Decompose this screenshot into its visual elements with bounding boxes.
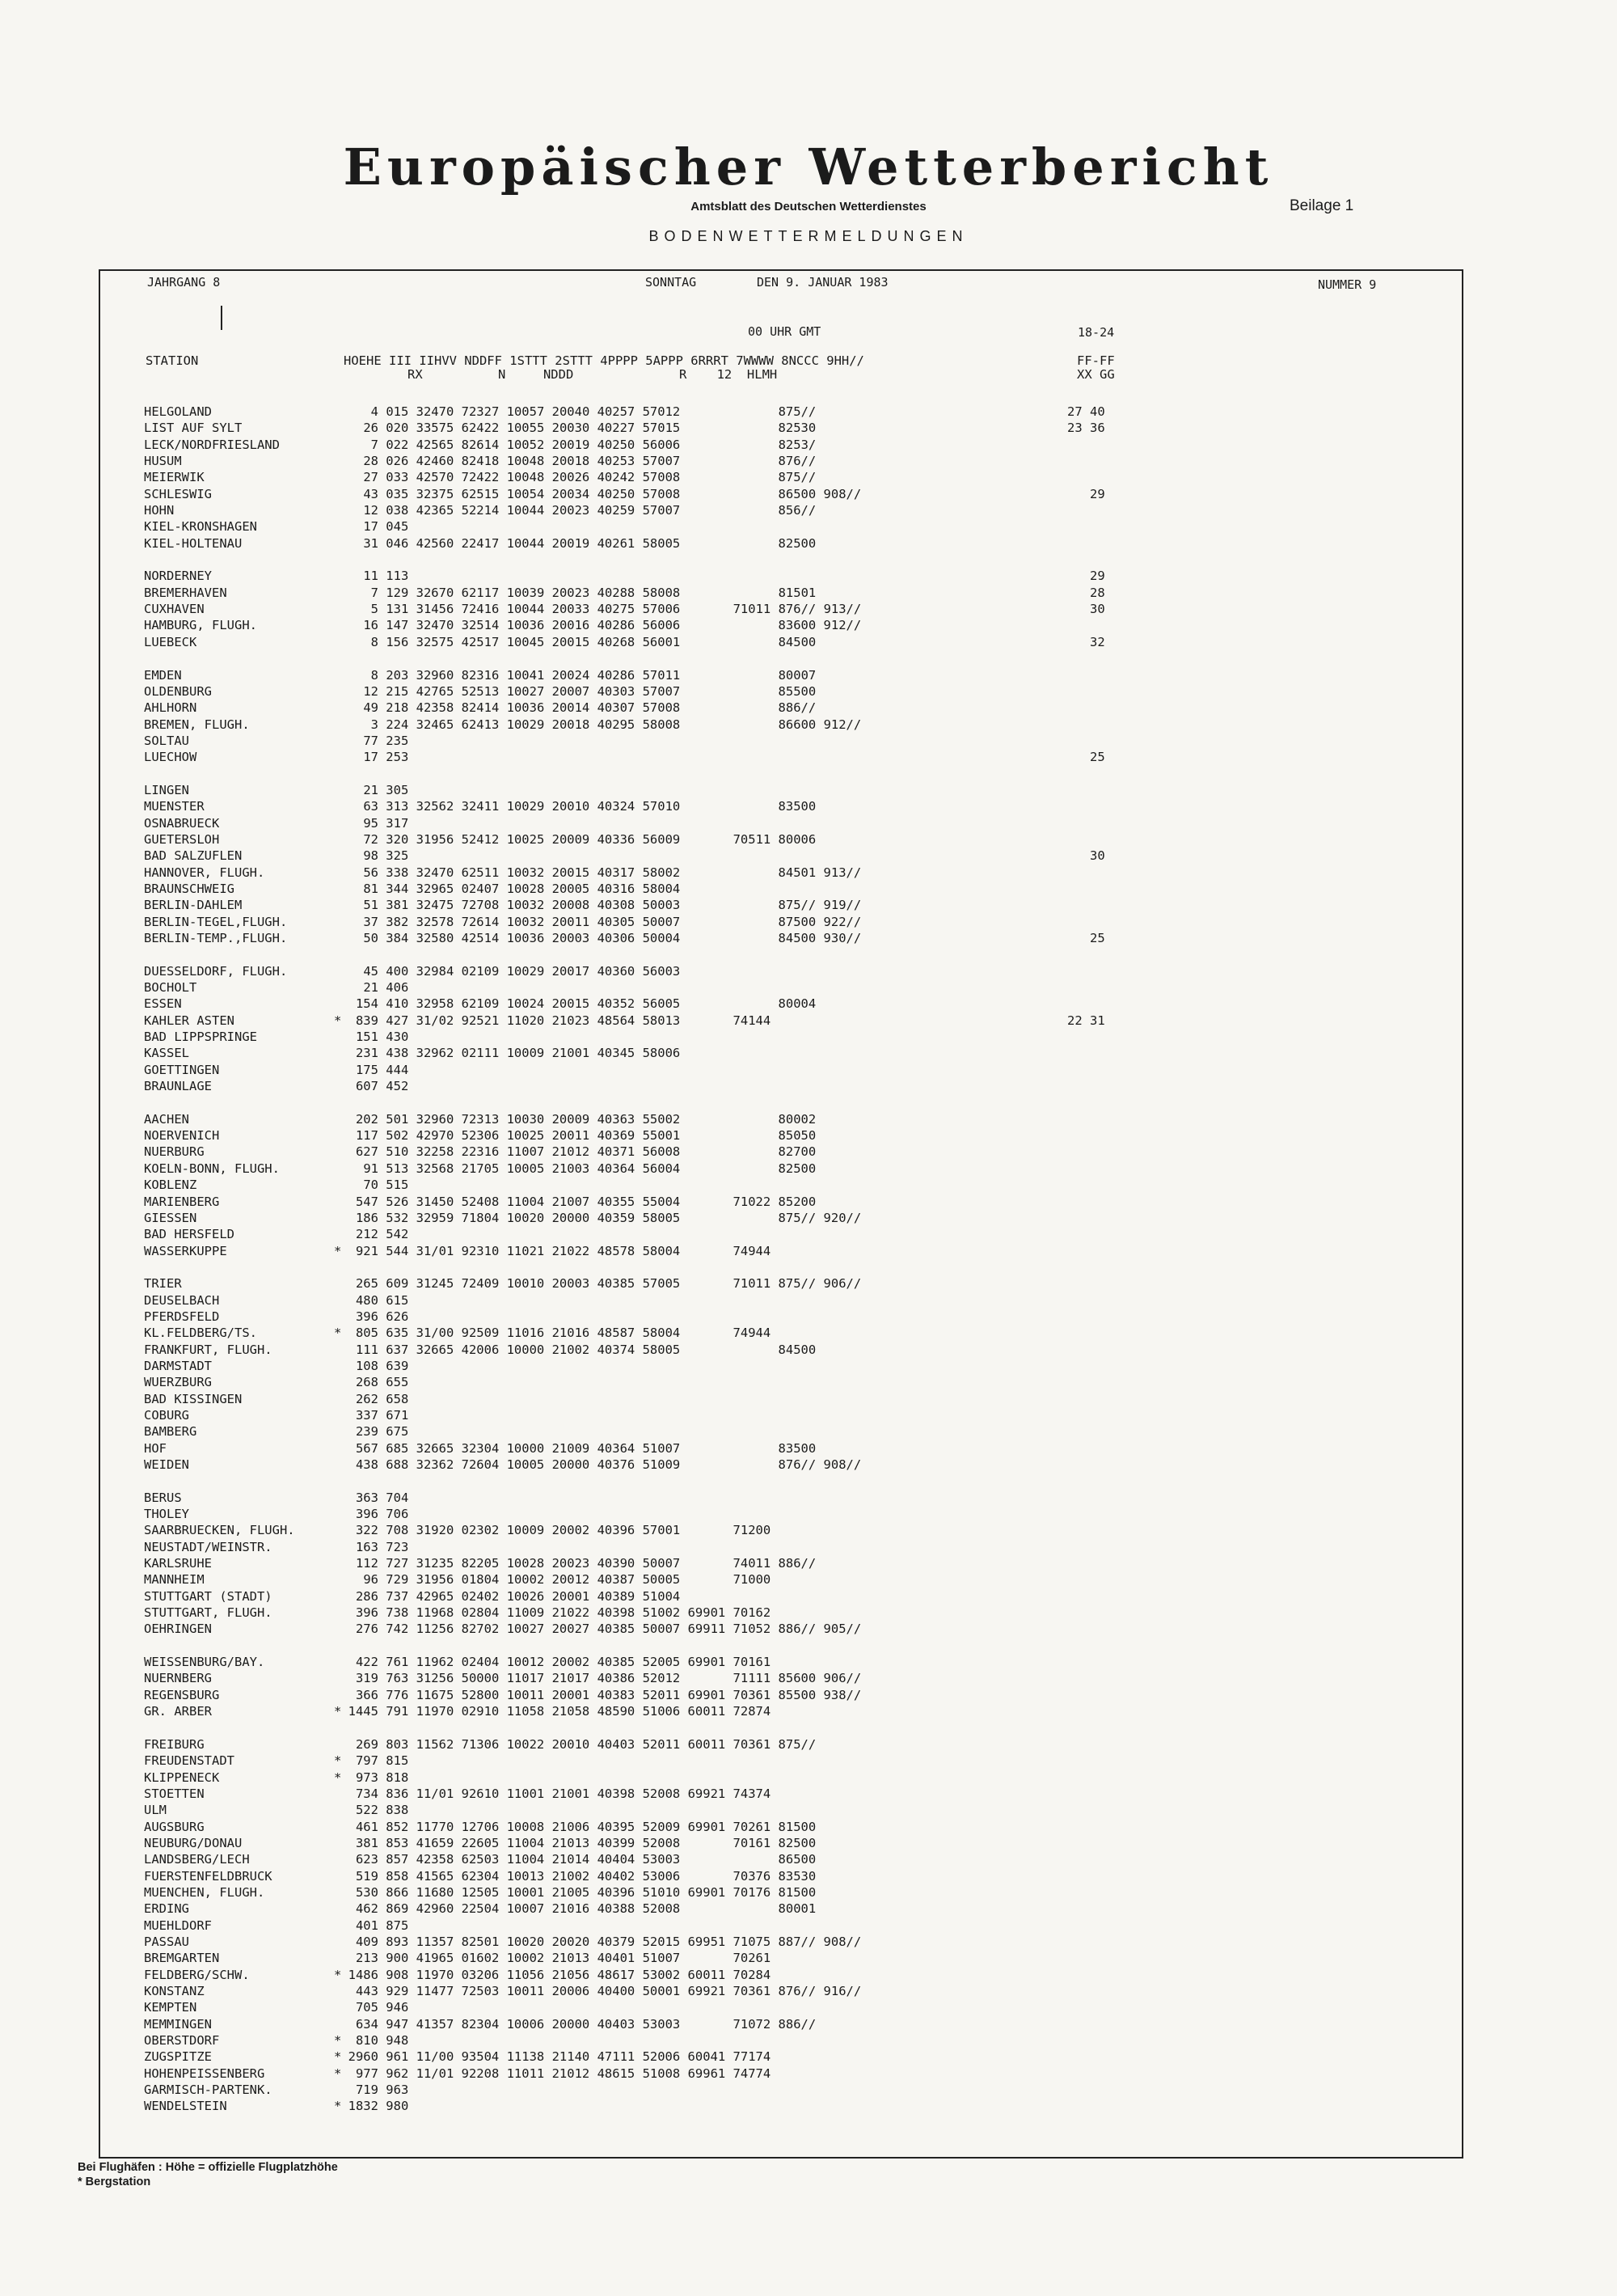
station-name: LUECHOW	[144, 750, 197, 765]
station-name: BAD KISSINGEN	[144, 1391, 243, 1406]
station-values: 2960 961 11/00 93504 11138 21140 47111 52006 60041 77174	[348, 2049, 771, 2065]
station-values: 1445 791 11970 02910 11058 21058 48590 51006 60011 72874	[348, 1704, 771, 1719]
station-name: MEIERWIK	[144, 470, 205, 485]
station-values: 973 818	[355, 1770, 409, 1785]
station-values: 91 513 32568 21705 10005 21003 40364 56004 82500	[363, 1161, 817, 1176]
station-name: NEUBURG/DONAU	[144, 1835, 243, 1850]
station-values: 734 836 11/01 92610 11001 21001 40398 52008 69921 74374	[355, 1786, 771, 1801]
station-values: 262 658	[355, 1391, 409, 1406]
station-name: ERDING	[144, 1901, 189, 1917]
station-values: 3 224 32465 62413 10029 20018 40295 58008 86600 912//	[370, 717, 862, 732]
station-values: 5 131 31456 72416 10044 20033 40275 57006 71011 876// 913//	[370, 602, 862, 617]
station-name: ZUGSPITZE	[144, 2049, 212, 2065]
mountain-marker: *	[334, 1770, 342, 1785]
station-values: 805 635 31/00 92509 11016 21016 48587 58004 74944	[355, 1326, 771, 1341]
station-values: 108 639	[355, 1358, 409, 1373]
publisher-subtitle: Amtsblatt des Deutschen Wetterdienstes	[690, 200, 927, 214]
station-name: LUEBECK	[144, 634, 197, 649]
station-name: NUERNBERG	[144, 1671, 212, 1686]
station-values: 1486 908 11970 03206 11056 21056 48617 53002 60011 70284	[348, 1967, 771, 1982]
station-values: 276 742 11256 82702 10027 20027 40385 50007 69911 71052 886// 905//	[355, 1622, 862, 1637]
station-values: 1832 980	[348, 2099, 409, 2114]
station-name: THOLEY	[144, 1507, 189, 1522]
station-values: 396 738 11968 02804 11009 21022 40398 51002 69901 70162	[355, 1605, 771, 1621]
station-values: 4 015 32470 72327 10057 20040 40257 57012 875//	[370, 404, 817, 419]
station-name: FRANKFURT, FLUGH.	[144, 1342, 272, 1357]
mountain-marker: *	[334, 2033, 342, 2049]
mountain-marker: *	[334, 1013, 342, 1028]
station-name: TRIER	[144, 1276, 182, 1292]
section-heading: BODENWETTERMELDUNGEN	[648, 228, 969, 244]
station-name: NUERBURG	[144, 1144, 205, 1160]
station-values: 401 875	[355, 1918, 409, 1933]
wind-values: 23 36	[1067, 421, 1105, 436]
station-name: COBURG	[144, 1407, 189, 1423]
station-values: 63 313 32562 32411 10029 20010 40324 57010 83500	[363, 799, 817, 814]
station-values: 163 723	[355, 1539, 409, 1554]
station-values: 409 893 11357 82501 10020 20020 40379 52015 69951 71075 887// 908//	[355, 1934, 862, 1949]
station-name: KEMPTEN	[144, 2000, 197, 2015]
station-name: HOHENPEISSENBERG	[144, 2066, 265, 2081]
station-values: 8 203 32960 82316 10041 20024 40286 57011 80007	[370, 667, 817, 683]
code-column-header: HOEHE III IIHVV NDDFF 1STTT 2STTT 4PPPP 5APPP 6RRRT 7WWWW 8NCCC 9HH//	[344, 353, 864, 368]
station-values: 186 532 32959 71804 10020 20000 40359 58005 875// 920//	[355, 1210, 862, 1225]
station-values: 443 929 11477 72503 10011 20006 40400 50001 69921 70361 876// 916//	[355, 1984, 862, 1998]
station-values: 175 444	[355, 1062, 409, 1077]
station-values: 212 542	[355, 1227, 409, 1242]
station-values: 154 410 32958 62109 10024 20015 40352 56005 80004	[355, 996, 817, 1012]
station-values: 51 381 32475 72708 10032 20008 40308 50003 875// 919//	[363, 898, 862, 913]
station-values: 81 344 32965 02407 10028 20005 40316 58004	[363, 881, 681, 896]
station-values: 396 626	[355, 1309, 409, 1324]
station-name: BAD LIPPSPRINGE	[144, 1030, 257, 1045]
station-name: LIST AUF SYLT	[144, 421, 243, 436]
station-values: 396 706	[355, 1507, 409, 1522]
station-values: 480 615	[355, 1292, 409, 1308]
station-name: BRAUNLAGE	[144, 1079, 212, 1094]
station-name: MUEHLDORF	[144, 1918, 212, 1933]
wind-values: 22 31	[1067, 1013, 1105, 1028]
station-name: OBERSTDORF	[144, 2033, 220, 2049]
station-name: SOLTAU	[144, 733, 189, 748]
station-values: 268 655	[355, 1375, 409, 1390]
station-values: 265 609 31245 72409 10010 20003 40385 57005 71011 875// 906//	[355, 1276, 862, 1292]
station-name: AUGSBURG	[144, 1819, 205, 1834]
station-values: 319 763 31256 50000 11017 21017 40386 52012 71111 85600 906//	[355, 1671, 862, 1686]
station-name: ULM	[144, 1803, 167, 1818]
wind-values: 25	[1067, 750, 1105, 765]
station-name: KOBLENZ	[144, 1178, 197, 1193]
station-values: 11 113	[363, 569, 409, 584]
station-values: 21 406	[363, 980, 409, 996]
station-name: NEUSTADT/WEINSTR.	[144, 1539, 272, 1554]
station-values: 112 727 31235 82205 10028 20023 40390 50007 74011 886//	[355, 1556, 817, 1571]
station-values: 27 033 42570 72422 10048 20026 40242 57008 875//	[363, 470, 817, 485]
station-values: 519 858 41565 62304 10013 21002 40402 53006 70376 83530	[355, 1868, 817, 1884]
station-name: KASSEL	[144, 1046, 189, 1061]
station-name: SCHLESWIG	[144, 486, 212, 501]
footnote-mountain: * Bergstation	[78, 2175, 151, 2188]
mountain-marker: *	[334, 1753, 342, 1769]
station-values: 111 637 32665 42006 10000 21002 40374 58005 84500	[355, 1342, 817, 1357]
station-name: HELGOLAND	[144, 404, 212, 419]
station-values: 202 501 32960 72313 10030 20009 40363 55002 80002	[355, 1111, 817, 1127]
station-values: 705 946	[355, 2000, 409, 2015]
station-values: 522 838	[355, 1803, 409, 1818]
date-label: DEN 9. JANUAR 1983	[757, 275, 889, 290]
station-values: 530 866 11680 12505 10001 21005 40396 51010 69901 70176 81500	[355, 1884, 817, 1900]
mountain-marker: *	[334, 2049, 342, 2065]
station-values: 797 815	[355, 1753, 409, 1769]
station-name: EMDEN	[144, 667, 182, 683]
station-name: HUSUM	[144, 454, 182, 469]
station-name: BERLIN-TEMP.,FLUGH.	[144, 931, 288, 945]
station-name: BRAUNSCHWEIG	[144, 881, 234, 896]
station-name: KARLSRUHE	[144, 1556, 212, 1571]
station-name: KONSTANZ	[144, 1984, 205, 1998]
station-values: 28 026 42460 82418 10048 20018 40253 57007 876//	[363, 454, 817, 469]
station-values: 12 215 42765 52513 10027 20007 40303 57007 85500	[363, 683, 817, 699]
station-name: BREMGARTEN	[144, 1951, 220, 1966]
station-name: OEHRINGEN	[144, 1622, 212, 1637]
wind-column-header: FF-FF	[1077, 353, 1115, 368]
station-values: 31 046 42560 22417 10044 20019 40261 58005 82500	[363, 535, 817, 551]
station-name: SAARBRUECKEN, FLUGH.	[144, 1523, 295, 1538]
station-name: AHLHORN	[144, 700, 197, 716]
station-name: GIESSEN	[144, 1210, 197, 1225]
station-name: NORDERNEY	[144, 569, 212, 584]
station-values: 422 761 11962 02404 10012 20002 40385 52005 69901 70161	[355, 1655, 771, 1670]
station-values: 49 218 42358 82414 10036 20014 40307 57008 886//	[363, 700, 817, 716]
code-column-subheader: RX N NDDD R 12 HLMH	[407, 367, 778, 382]
station-name: DUESSELDORF, FLUGH.	[144, 963, 288, 979]
station-values: 50 384 32580 42514 10036 20003 40306 50004 84500 930//	[363, 931, 862, 945]
station-values: 239 675	[355, 1424, 409, 1440]
supplement-label: Beilage 1	[1290, 197, 1354, 214]
margin-mark	[221, 306, 222, 330]
wind-column-subheader: XX GG	[1077, 367, 1115, 382]
station-values: 45 400 32984 02109 10029 20017 40360 56003	[363, 963, 681, 979]
wind-values: 28	[1067, 585, 1105, 600]
station-values: 151 430	[355, 1030, 409, 1045]
station-values: 547 526 31450 52408 11004 21007 40355 55004 71022 85200	[355, 1194, 817, 1209]
station-values: 70 515	[363, 1178, 409, 1193]
station-name: WASSERKUPPE	[144, 1243, 227, 1258]
station-values: 977 962 11/01 92208 11011 21012 48615 51008 69961 74774	[355, 2066, 771, 2081]
mountain-marker: *	[334, 1326, 342, 1341]
station-values: 461 852 11770 12706 10008 21006 40395 52009 69901 70261 81500	[355, 1819, 817, 1834]
station-values: 117 502 42970 52306 10025 20011 40369 55001 85050	[355, 1128, 817, 1144]
station-name: WEIDEN	[144, 1457, 189, 1472]
station-values: 231 438 32962 02111 10009 21001 40345 58006	[355, 1046, 681, 1061]
mountain-marker: *	[334, 1243, 342, 1258]
station-values: 72 320 31956 52412 10025 20009 40336 56009 70511 80006	[363, 831, 817, 847]
station-values: 366 776 11675 52800 10011 20001 40383 52011 69901 70361 85500 938//	[355, 1687, 862, 1702]
station-values: 381 853 41659 22605 11004 21013 40399 52008 70161 82500	[355, 1835, 817, 1850]
issue-number: NUMMER 9	[1318, 277, 1377, 292]
station-values: 462 869 42960 22504 10007 21016 40388 52008 80001	[355, 1901, 817, 1917]
station-name: BAD HERSFELD	[144, 1227, 234, 1242]
station-values: 322 708 31920 02302 10009 20002 40396 57001 71200	[355, 1523, 771, 1538]
station-values: 567 685 32665 32304 10000 21009 40364 51007 83500	[355, 1440, 817, 1456]
station-values: 16 147 32470 32514 10036 20016 40286 56006 83600 912//	[363, 618, 862, 633]
station-values: 17 253	[363, 750, 409, 765]
station-values: 8 156 32575 42517 10045 20015 40268 56001 84500	[370, 634, 817, 649]
station-name: KAHLER ASTEN	[144, 1013, 234, 1028]
station-name: DARMSTADT	[144, 1358, 212, 1373]
station-name: GARMISCH-PARTENK.	[144, 2082, 272, 2098]
station-values: 627 510 32258 22316 11007 21012 40371 56008 82700	[355, 1144, 817, 1160]
station-values: 7 022 42565 82614 10052 20019 40250 56006 8253/	[370, 437, 817, 452]
station-name: BOCHOLT	[144, 980, 197, 996]
station-name: KL.FELDBERG/TS.	[144, 1326, 257, 1341]
station-name: MUENSTER	[144, 799, 205, 814]
station-name: HAMBURG, FLUGH.	[144, 618, 257, 633]
station-name: HOHN	[144, 503, 175, 518]
mountain-marker: *	[334, 1967, 342, 1982]
page-title: Europäischer Wetterbericht	[343, 137, 1274, 197]
station-name: PASSAU	[144, 1934, 189, 1949]
wind-period: 18-24	[1078, 325, 1115, 340]
station-values: 438 688 32362 72604 10005 20000 40376 51009 876// 908//	[355, 1457, 862, 1472]
station-values: 634 947 41357 82304 10006 20000 40403 53003 71072 886//	[355, 2016, 817, 2032]
station-column-header: STATION	[146, 353, 199, 368]
station-name: REGENSBURG	[144, 1687, 220, 1702]
station-values: 607 452	[355, 1079, 409, 1094]
station-name: DEUSELBACH	[144, 1292, 220, 1308]
station-values: 56 338 32470 62511 10032 20015 40317 58002 84501 913//	[363, 865, 862, 880]
weekday-label: SONNTAG	[645, 275, 697, 290]
station-name: BAD SALZUFLEN	[144, 848, 243, 864]
station-name: BERLIN-TEGEL,FLUGH.	[144, 914, 288, 929]
wind-values: 25	[1067, 931, 1105, 945]
mountain-marker: *	[334, 2066, 342, 2081]
station-name: MANNHEIM	[144, 1572, 205, 1588]
station-name: BERLIN-DAHLEM	[144, 898, 243, 913]
station-values: 337 671	[355, 1407, 409, 1423]
station-name: MARIENBERG	[144, 1194, 220, 1209]
volume-label: JAHRGANG 8	[147, 275, 221, 290]
wind-values: 32	[1067, 634, 1105, 649]
station-values: 17 045	[363, 519, 409, 535]
station-values: 43 035 32375 62515 10054 20034 40250 57008 86500 908//	[363, 486, 862, 501]
station-name: KOELN-BONN, FLUGH.	[144, 1161, 280, 1176]
station-name: LECK/NORDFRIESLAND	[144, 437, 280, 452]
station-values: 7 129 32670 62117 10039 20023 40288 58008 81501	[370, 585, 817, 600]
wind-values: 30	[1067, 848, 1105, 864]
station-name: ESSEN	[144, 996, 182, 1012]
footnote-airports: Bei Flughäfen : Höhe = offizielle Flugplatzhöhe	[78, 2161, 338, 2174]
station-name: BREMEN, FLUGH.	[144, 717, 250, 732]
station-name: FREIBURG	[144, 1736, 205, 1752]
station-values: 77 235	[363, 733, 409, 748]
station-name: OSNABRUECK	[144, 815, 220, 831]
station-name: MUENCHEN, FLUGH.	[144, 1884, 265, 1900]
station-name: WUERZBURG	[144, 1375, 212, 1390]
station-name: GUETERSLOH	[144, 831, 220, 847]
station-values: 719 963	[355, 2082, 409, 2098]
station-name: HANNOVER, FLUGH.	[144, 865, 265, 880]
station-values: 623 857 42358 62503 11004 21014 40404 53003 86500	[355, 1852, 817, 1867]
station-name: FELDBERG/SCHW.	[144, 1967, 250, 1982]
station-values: 37 382 32578 72614 10032 20011 40305 50007 87500 922//	[363, 914, 862, 929]
station-name: STUTTGART, FLUGH.	[144, 1605, 272, 1621]
mountain-marker: *	[334, 1704, 342, 1719]
station-name: WENDELSTEIN	[144, 2099, 227, 2114]
station-name: HOF	[144, 1440, 167, 1456]
station-name: PFERDSFELD	[144, 1309, 220, 1324]
wind-values: 30	[1067, 602, 1105, 617]
station-name: KLIPPENECK	[144, 1770, 220, 1785]
station-values: 921 544 31/01 92310 11021 21022 48578 58004 74944	[355, 1243, 771, 1258]
station-name: STOETTEN	[144, 1786, 205, 1801]
station-name: KIEL-KRONSHAGEN	[144, 519, 257, 535]
station-values: 95 317	[363, 815, 409, 831]
station-name: WEISSENBURG/BAY.	[144, 1655, 265, 1670]
station-name: FUERSTENFELDBRUCK	[144, 1868, 272, 1884]
station-name: GR. ARBER	[144, 1704, 212, 1719]
station-values: 839 427 31/02 92521 11020 21023 48564 58013 74144	[355, 1013, 771, 1028]
station-name: STUTTGART (STADT)	[144, 1588, 272, 1604]
station-name: LINGEN	[144, 782, 189, 797]
station-values: 810 948	[355, 2033, 409, 2049]
station-values: 26 020 33575 62422 10055 20030 40227 57015 82530	[363, 421, 817, 436]
station-name: FREUDENSTADT	[144, 1753, 234, 1769]
station-values: 96 729 31956 01804 10002 20012 40387 50005 71000	[363, 1572, 771, 1588]
station-values: 12 038 42365 52214 10044 20023 40259 57007 856//	[363, 503, 817, 518]
station-name: BAMBERG	[144, 1424, 197, 1440]
station-name: LANDSBERG/LECH	[144, 1852, 250, 1867]
wind-values: 27 40	[1067, 404, 1105, 419]
station-values: 98 325	[363, 848, 409, 864]
mountain-marker: *	[334, 2099, 342, 2114]
station-values: 363 704	[355, 1490, 409, 1505]
station-name: OLDENBURG	[144, 683, 212, 699]
station-name: BREMERHAVEN	[144, 585, 227, 600]
station-name: KIEL-HOLTENAU	[144, 535, 243, 551]
station-name: NOERVENICH	[144, 1128, 220, 1144]
observation-time: 00 UHR GMT	[748, 324, 821, 339]
station-name: AACHEN	[144, 1111, 189, 1127]
station-values: 286 737 42965 02402 10026 20001 40389 51004	[355, 1588, 681, 1604]
station-values: 269 803 11562 71306 10022 20010 40403 52011 60011 70361 875//	[355, 1736, 817, 1752]
station-name: CUXHAVEN	[144, 602, 205, 617]
wind-values: 29	[1067, 569, 1105, 584]
station-values: 21 305	[363, 782, 409, 797]
wind-values: 29	[1067, 486, 1105, 501]
station-name: MEMMINGEN	[144, 2016, 212, 2032]
station-name: BERUS	[144, 1490, 182, 1505]
station-name: GOETTINGEN	[144, 1062, 220, 1077]
station-values: 213 900 41965 01602 10002 21013 40401 51007 70261	[355, 1951, 771, 1966]
